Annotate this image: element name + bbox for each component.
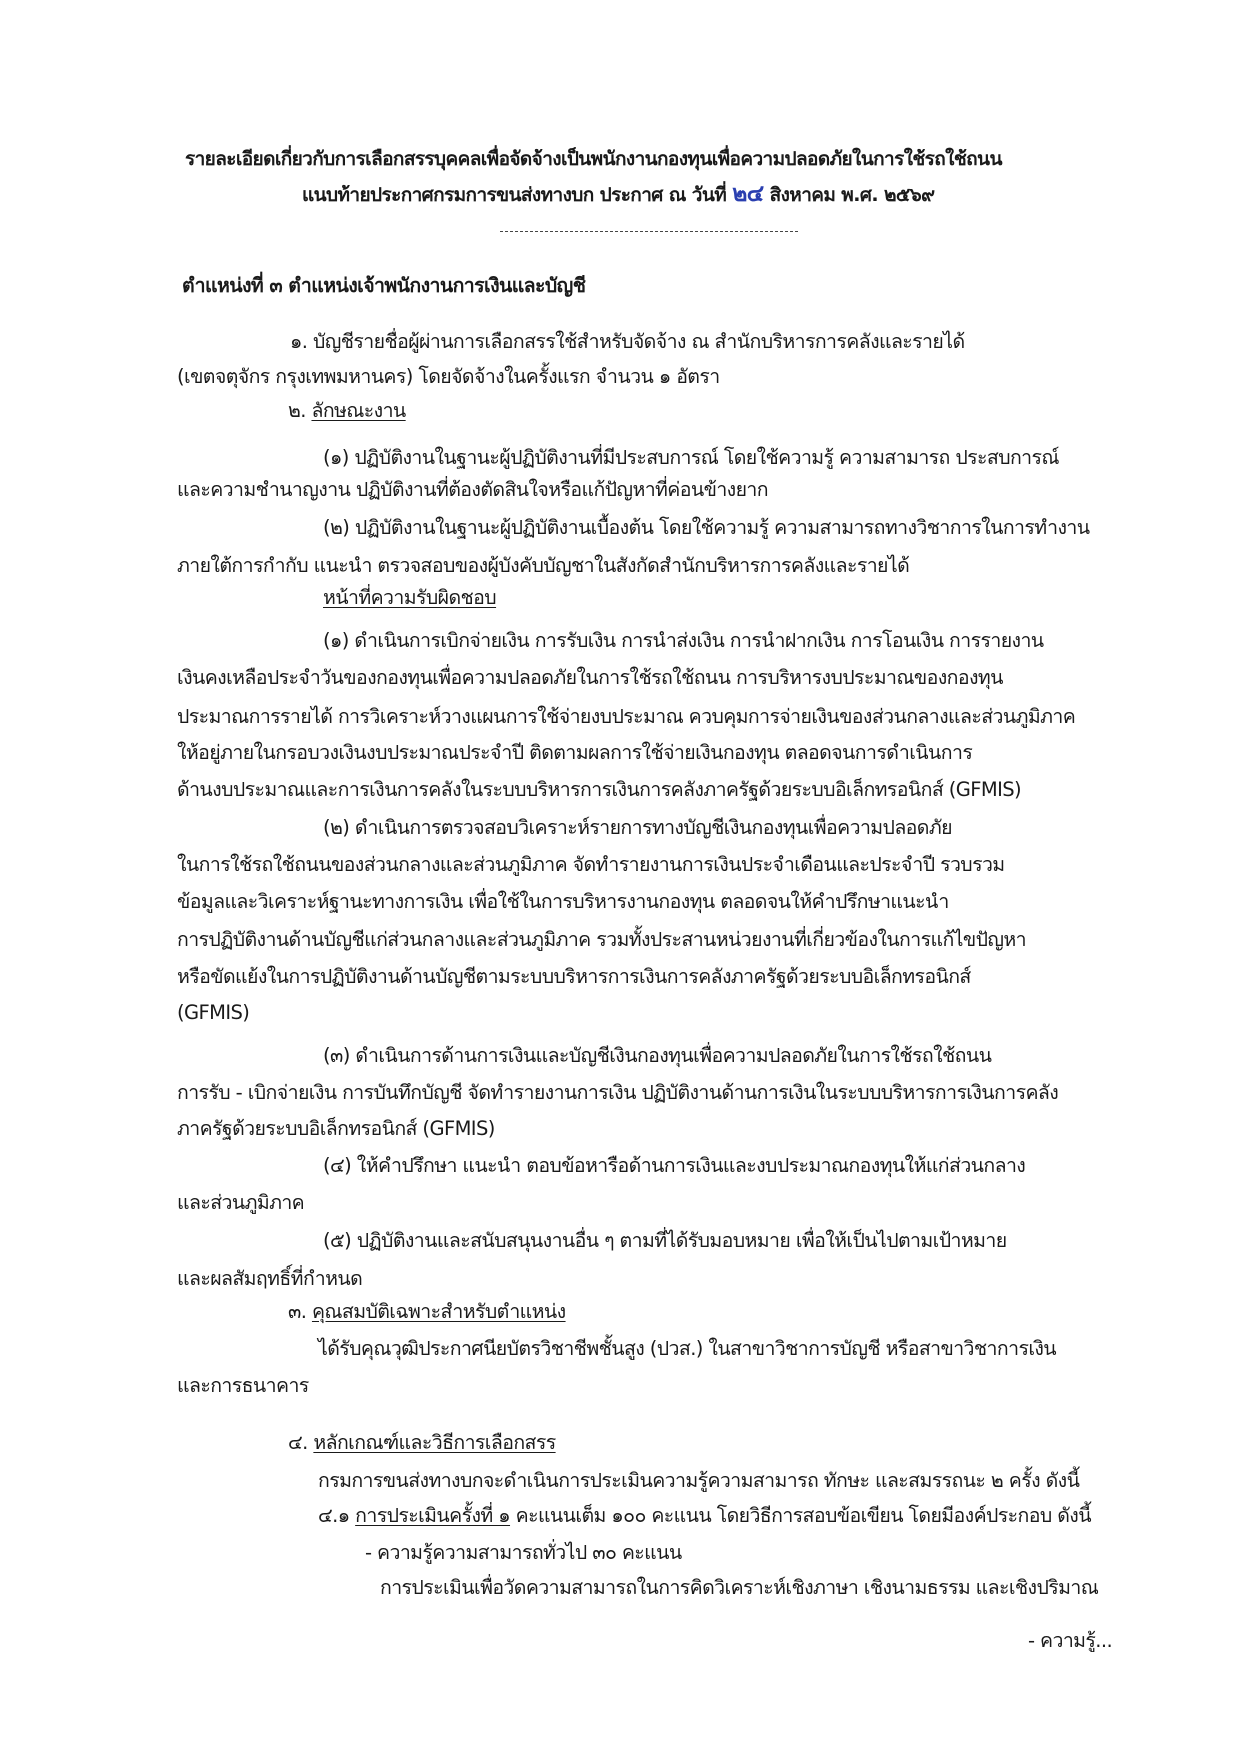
section2-p2-line2: ภายใต้การกำกับ แนะนำ ตรวจสอบของผู้บังคับบัญชาในสังกัดสำนักบริหารการคลังและรายได้ — [177, 554, 910, 577]
section3-number: ๓. — [288, 1300, 307, 1323]
duty1-line2: เงินคงเหลือประจำวันของกองทุนเพื่อความปลอดภัยในการใช้รถใช้ถนน การบริหารงบประมาณของกองทุน — [177, 666, 1003, 689]
page-continuation: - ความรู้... — [1028, 1629, 1113, 1652]
duty5-line1: (๕) ปฏิบัติงานและสนับสนุนงานอื่น ๆ ตามที่ได้รับมอบหมาย เพื่อให้เป็นไปตามเป้าหมาย — [323, 1229, 1007, 1252]
section4-heading — [288, 1430, 556, 1456]
document-title-line2 — [302, 181, 934, 208]
duty3-line1: (๓) ดำเนินการด้านการเงินและบัญชีเงินกองทุนเพื่อความปลอดภัยในการใช้รถใช้ถนน — [323, 1044, 992, 1067]
section4-title: หลักเกณฑ์และวิธีการเลือกสรร — [313, 1431, 556, 1454]
section2-p1-line1: (๑) ปฏิบัติงานในฐานะผู้ปฏิบัติงานที่มีประสบการณ์ โดยใช้ความรู้ ความสามารถ ประสบการณ์ — [323, 446, 1059, 469]
announcement-day: ๒๔ — [732, 181, 764, 207]
duty2-line6: (GFMIS) — [177, 1001, 250, 1024]
duty4-line2: และส่วนภูมิภาค — [177, 1191, 305, 1214]
duty1-line5: ด้านงบประมาณและการเงินการคลังในระบบบริหารการเงินการคลังภาครัฐด้วยระบบอิเล็กทรอนิกส์ (GFMIS) — [177, 778, 1022, 801]
duty2-line4: การปฏิบัติงานด้านบัญชีแก่ส่วนกลางและส่วนภูมิภาค รวมทั้งประสานหน่วยงานที่เกี่ยวข้องในการแก้ไขปัญหา — [177, 928, 1027, 951]
section2-p1-line2: และความชำนาญงาน ปฏิบัติงานที่ต้องตัดสินใจหรือแก้ปัญหาที่ค่อนข้างยาก — [177, 478, 768, 501]
duty3-line3: ภาครัฐด้วยระบบอิเล็กทรอนิกส์ (GFMIS) — [177, 1117, 495, 1140]
section4-1-number: ๔.๑ — [318, 1504, 350, 1527]
section4-number: ๔. — [288, 1431, 308, 1454]
duty1-line4: ให้อยู่ภายในกรอบวงเงินงบประมาณประจำปี ติดตามผลการใช้จ่ายเงินกองทุน ตลอดจนการดำเนินการ — [177, 741, 973, 764]
section2-p2-line1: (๒) ปฏิบัติงานในฐานะผู้ปฏิบัติงานเบื้องต้น โดยใช้ความรู้ ความสามารถทางวิชาการในการทำงาน — [323, 516, 1090, 539]
section3-title: คุณสมบัติเฉพาะสำหรับตำแหน่ง — [311, 1300, 566, 1323]
duty2-line1: (๒) ดำเนินการตรวจสอบวิเคราะห์รายการทางบัญชีเงินกองทุนเพื่อความปลอดภัย — [323, 816, 952, 839]
document-title-line1: รายละเอียดเกี่ยวกับการเลือกสรรบุคคลเพื่อจัดจ้างเป็นพนักงานกองทุนเพื่อความปลอดภัยในการใช้รถใช้ถนน — [185, 148, 1002, 170]
section4-1-line — [318, 1503, 1091, 1529]
section1-line1: ๑. บัญชีรายชื่อผู้ผ่านการเลือกสรรใช้สำหรับจัดจ้าง ณ สำนักบริหารการคลังและรายได้ — [290, 330, 965, 353]
section2-heading — [288, 398, 406, 424]
duty4-line1: (๔) ให้คำปรึกษา แนะนำ ตอบข้อหารือด้านการเงินและงบประมาณกองทุนให้แก่ส่วนกลาง — [323, 1154, 1026, 1177]
duty3-line2: การรับ - เบิกจ่ายเงิน การบันทึกบัญชี จัดทำรายงานการเงิน ปฏิบัติงานด้านการเงินในระบบบริหารการเงินการคลัง — [177, 1081, 1059, 1104]
section3-line1: ได้รับคุณวุฒิประกาศนียบัตรวิชาชีพชั้นสูง (ปวส.) ในสาขาวิชาการบัญชี หรือสาขาวิชาการเงิน — [318, 1337, 1057, 1360]
section4-1-text: คะแนนเต็ม ๑๐๐ คะแนน โดยวิธีการสอบข้อเขียน โดยมีองค์ประกอบ ดังนี้ — [515, 1504, 1091, 1527]
section4-1-item1-desc: การประเมินเพื่อวัดความสามารถในการคิดวิเคราะห์เชิงภาษา เชิงนามธรรม และเชิงปริมาณ — [380, 1576, 1099, 1599]
duty5-line2: และผลสัมฤทธิ์ที่กำหนด — [177, 1267, 363, 1290]
position-title: ตำแหน่งที่ ๓ ตำแหน่งเจ้าพนักงานการเงินและบัญชี — [182, 274, 586, 297]
section3-line2: และการธนาคาร — [177, 1374, 309, 1397]
duty2-line2: ในการใช้รถใช้ถนนของส่วนกลางและส่วนภูมิภาค จัดทำรายงานการเงินประจำเดือนและประจำปี รวบรวม — [177, 853, 1005, 876]
duty1-line3: ประมาณการรายได้ การวิเคราะห์วางแผนการใช้จ่ายงบประมาณ ควบคุมการจ่ายเงินของส่วนกลางและส่วนภูมิภาค — [177, 705, 1076, 728]
section4-1-title: การประเมินครั้งที่ ๑ — [355, 1504, 511, 1527]
title-line2-suffix: สิงหาคม พ.ศ. ๒๕๖๙ — [769, 184, 935, 206]
section4-1-item1: - ความรู้ความสามารถทั่วไป ๓๐ คะแนน — [365, 1541, 682, 1564]
section4-line1: กรมการขนส่งทางบกจะดำเนินการประเมินความรู้ความสามารถ ทักษะ และสมรรถนะ ๒ ครั้ง ดังนี้ — [318, 1469, 1080, 1492]
title-line2-prefix: แนบท้ายประกาศกรมการขนส่งทางบก ประกาศ ณ วันที่ — [302, 184, 727, 206]
section2-title: ลักษณะงาน — [311, 399, 406, 422]
duty1-line1: (๑) ดำเนินการเบิกจ่ายเงิน การรับเงิน การนำส่งเงิน การนำฝากเงิน การโอนเงิน การรายงาน — [323, 629, 1044, 652]
duty2-line3: ข้อมูลและวิเคราะห์ฐานะทางการเงิน เพื่อใช้ในการบริหารงานกองทุน ตลอดจนให้คำปรึกษาแนะนำ — [177, 890, 949, 913]
section2-number: ๒. — [288, 399, 306, 422]
section3-heading — [288, 1299, 566, 1325]
section1-line2: (เขตจตุจักร กรุงเทพมหานคร) โดยจัดจ้างในครั้งแรก จำนวน ๑ อัตรา — [177, 365, 720, 388]
duties-heading: หน้าที่ความรับผิดชอบ — [323, 586, 497, 609]
dashed-separator — [500, 231, 798, 232]
duty2-line5: หรือขัดแย้งในการปฏิบัติงานด้านบัญชีตามระบบบริหารการเงินการคลังภาครัฐด้วยระบบอิเล็กทรอนิกส์ — [177, 965, 971, 988]
